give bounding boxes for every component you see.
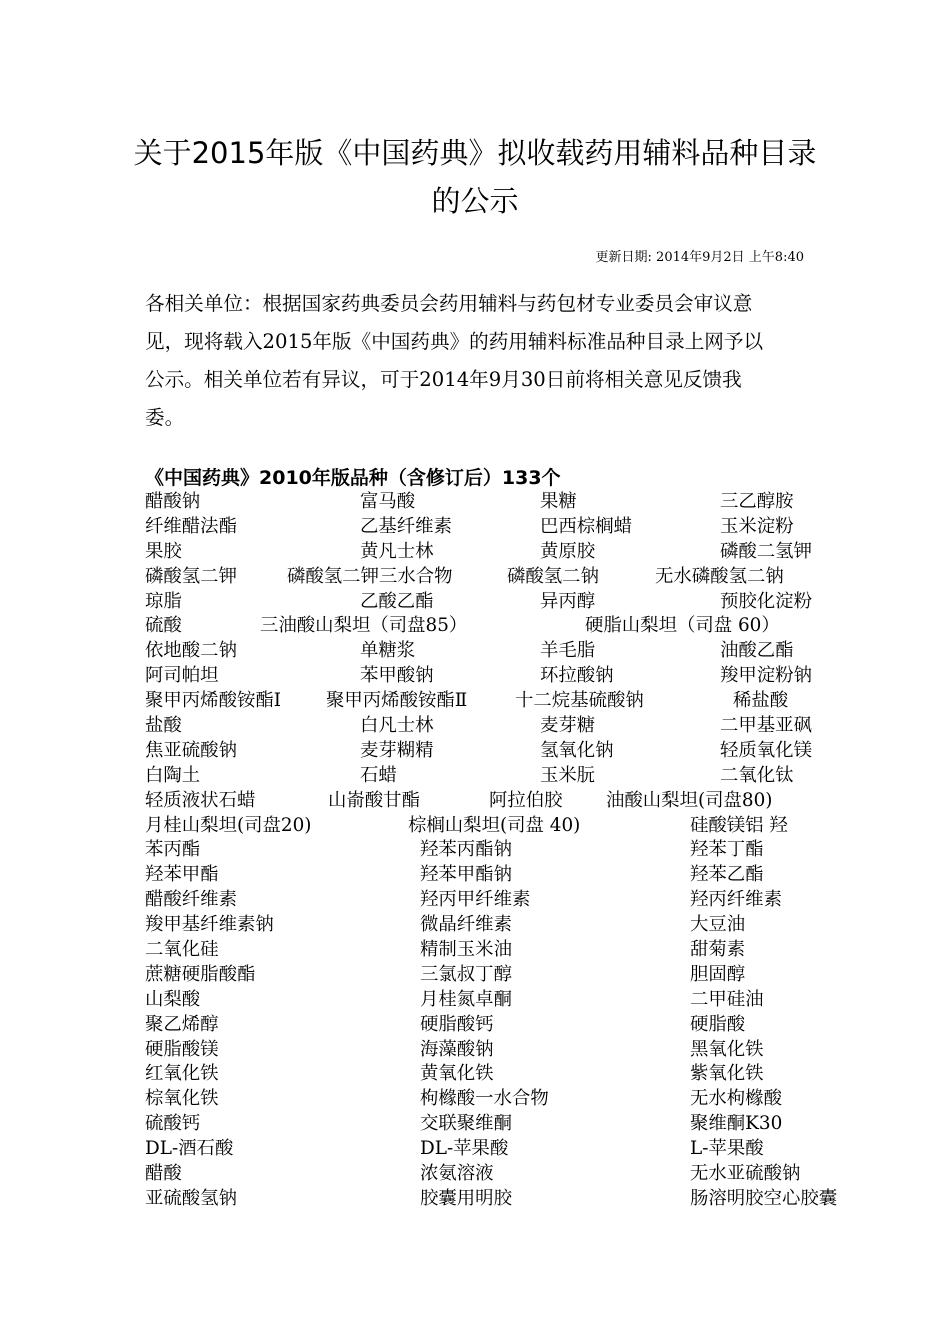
list-row	[0, 1137, 950, 1162]
excipient-name: 环拉酸钠	[540, 665, 614, 687]
list-row	[0, 664, 950, 689]
excipient-name: 月桂山梨坦(司盘20)	[145, 814, 312, 836]
excipient-name: 醋酸	[145, 1163, 182, 1185]
excipient-name: 无水枸橼酸	[690, 1088, 782, 1110]
excipient-name: 异丙醇	[540, 590, 596, 612]
excipient-name: L-苹果酸	[690, 1138, 764, 1160]
excipient-name: 棕氧化铁	[145, 1088, 219, 1110]
list-row	[0, 490, 950, 515]
list-row	[0, 764, 950, 789]
notice-line: 委。	[145, 406, 185, 429]
excipient-name: 硫酸钙	[145, 1113, 201, 1135]
excipient-name: 麦芽糊精	[360, 739, 434, 761]
excipient-name: 磷酸氢二钾三水合物	[287, 565, 453, 587]
notice-paragraph	[145, 285, 807, 437]
notice-line: 各相关单位：根据国家药典委员会药用辅料与药包材专业委员会审议意	[145, 292, 753, 315]
excipient-name: 轻质氧化镁	[720, 739, 812, 761]
excipient-name: 醋酸纤维素	[145, 889, 237, 911]
list-row	[0, 639, 950, 664]
excipient-name: 苯甲酸钠	[360, 665, 434, 687]
excipient-name: 白凡士林	[360, 715, 434, 737]
list-row	[0, 888, 950, 913]
excipient-name: 羊毛脂	[540, 640, 596, 662]
excipient-name: 海藻酸钠	[420, 1038, 494, 1060]
excipient-name: 乙酸乙酯	[360, 590, 434, 612]
excipient-name: 甜菊素	[690, 939, 746, 961]
excipient-name: 精制玉米油	[420, 939, 512, 961]
list-row	[0, 739, 950, 764]
excipient-name: 硬脂酸镁	[145, 1038, 219, 1060]
excipient-name: 阿拉伯胶	[489, 789, 563, 811]
excipient-name: 十二烷基硫酸钠	[515, 690, 644, 712]
excipient-name: 醋酸钠	[145, 491, 201, 512]
excipient-name: 羟苯甲酯钠	[420, 864, 512, 886]
excipient-name: 山梨酸	[145, 988, 201, 1010]
excipient-name: 棕榈山梨坦(司盘 40)	[408, 814, 581, 836]
excipient-name: 磷酸二氢钾	[720, 540, 812, 562]
list-row	[0, 913, 950, 938]
list-row	[0, 590, 950, 615]
list-row	[0, 938, 950, 963]
excipient-name: 月桂氮卓酮	[420, 988, 512, 1010]
list-row	[0, 714, 950, 739]
list-row	[0, 814, 950, 839]
list-row	[0, 1062, 950, 1087]
list-row	[0, 1038, 950, 1063]
excipient-name: 红氧化铁	[145, 1063, 219, 1085]
excipient-name: 羟丙甲纤维素	[420, 889, 531, 911]
excipient-name: 二氧化钛	[720, 764, 794, 786]
list-row	[0, 540, 950, 565]
list-row	[0, 1162, 950, 1187]
list-row	[0, 838, 950, 863]
excipient-name: 浓氨溶液	[420, 1163, 494, 1185]
excipient-name: 交联聚维酮	[420, 1113, 512, 1135]
excipient-name: 羟苯乙酯	[690, 864, 764, 886]
excipient-name: 枸橼酸一水合物	[420, 1088, 549, 1110]
excipient-name: 油酸乙酯	[720, 640, 794, 662]
excipient-name: 无水磷酸氢二钠	[655, 565, 784, 587]
excipient-name: DL-酒石酸	[145, 1138, 234, 1160]
excipient-name: 三氯叔丁醇	[420, 963, 512, 985]
notice-line: 见，现将载入2015年版《中国药典》的药用辅料标准品种目录上网予以	[145, 330, 764, 353]
excipient-name: 羧甲基纤维素钠	[145, 914, 274, 936]
excipient-name: 稀盐酸	[733, 690, 789, 712]
excipient-name: 白陶土	[145, 764, 201, 786]
excipient-name: 黄凡士林	[360, 540, 434, 562]
excipient-name: 单糖浆	[360, 640, 416, 662]
list-row	[0, 515, 950, 540]
excipient-name: 二甲基亚砜	[720, 715, 812, 737]
excipient-name: 硬脂酸钙	[420, 1013, 494, 1035]
excipient-name: 苯丙酯	[145, 839, 201, 861]
excipient-name: 山嵛酸甘酯	[328, 789, 420, 811]
list-row	[0, 1187, 950, 1212]
excipient-name: 预胶化淀粉	[720, 590, 812, 612]
excipient-name: 聚甲丙烯酸铵酯Ⅱ	[326, 690, 468, 712]
list-row	[0, 689, 950, 714]
excipient-name: 乙基纤维素	[360, 515, 452, 537]
excipient-name: 微晶纤维素	[420, 914, 512, 936]
excipient-name: 磷酸氢二钾	[145, 565, 237, 587]
excipient-name: 肠溶明胶空心胶囊	[690, 1187, 838, 1209]
excipient-name: 巴西棕榈蜡	[540, 515, 632, 537]
excipient-name: 紫氧化铁	[690, 1063, 764, 1085]
excipient-name: 玉米朊	[540, 764, 596, 786]
excipient-name: 富马酸	[360, 491, 416, 512]
excipient-name: 羟苯甲酯	[145, 864, 219, 886]
excipient-name: 聚乙烯醇	[145, 1013, 219, 1035]
excipient-name: 轻质液状石蜡	[145, 789, 256, 811]
list-row	[0, 1013, 950, 1038]
excipient-name: 羟苯丁酯	[690, 839, 764, 861]
section-heading: 《中国药典》2010年版品种（含修订后）133个	[145, 467, 561, 489]
update-date: 更新日期: 2014年9月2日 上午8:40	[595, 250, 804, 265]
excipient-name: 蔗糖硬脂酸酯	[145, 963, 256, 985]
excipient-name: 依地酸二钠	[145, 640, 237, 662]
list-row	[0, 1087, 950, 1112]
notice-line: 公示。相关单位若有异议，可于2014年9月30日前将相关意见反馈我	[145, 368, 742, 391]
excipient-name: 三乙醇胺	[720, 491, 794, 512]
excipient-name: 黑氧化铁	[690, 1038, 764, 1060]
excipient-name: 二甲硅油	[690, 988, 764, 1010]
excipient-name: 硅酸镁铝 羟	[690, 814, 788, 836]
excipient-name: 石蜡	[360, 764, 397, 786]
excipient-name: 聚甲丙烯酸铵酯Ⅰ	[145, 690, 281, 712]
excipient-name: 玉米淀粉	[720, 515, 794, 537]
list-row	[0, 789, 950, 814]
excipient-name: 麦芽糖	[540, 715, 596, 737]
excipient-name: 阿司帕坦	[145, 665, 219, 687]
excipient-name: 黄氧化铁	[420, 1063, 494, 1085]
excipient-name: 亚硫酸氢钠	[145, 1187, 237, 1209]
excipient-name: 纤维醋法酯	[145, 515, 237, 537]
excipient-name: 油酸山梨坦(司盘80)	[606, 789, 773, 811]
list-row	[0, 863, 950, 888]
excipient-name: 果糖	[540, 491, 577, 512]
excipient-name: 聚维酮K30	[690, 1113, 783, 1135]
excipient-name: 琼脂	[145, 590, 182, 612]
excipient-name: 盐酸	[145, 715, 182, 737]
excipient-name: 羟苯丙酯钠	[420, 839, 512, 861]
list-row	[0, 963, 950, 988]
excipient-name: 焦亚硫酸钠	[145, 739, 237, 761]
excipient-name: 羧甲淀粉钠	[720, 665, 812, 687]
excipient-name: 二氧化硅	[145, 939, 219, 961]
excipient-name: 硫酸	[145, 615, 182, 637]
list-row	[0, 1112, 950, 1137]
excipient-name: 硬脂酸	[690, 1013, 746, 1035]
document-title-line-2: 的公示	[431, 184, 519, 218]
excipient-name: 硬脂山梨坦（司盘 60）	[585, 615, 780, 637]
excipient-name: 大豆油	[690, 914, 746, 936]
excipient-name: 无水亚硫酸钠	[690, 1163, 801, 1185]
excipient-name: 胶囊用明胶	[420, 1187, 512, 1209]
excipient-name: 氢氧化钠	[540, 739, 614, 761]
list-row	[0, 988, 950, 1013]
list-row	[0, 565, 950, 590]
excipient-name: 羟丙纤维素	[690, 889, 782, 911]
excipient-name: 胆固醇	[690, 963, 746, 985]
excipient-name: 三油酸山梨坦（司盘85）	[260, 615, 468, 637]
list-row	[0, 614, 950, 639]
excipient-list	[0, 490, 950, 1212]
excipient-name: DL-苹果酸	[420, 1138, 509, 1160]
excipient-name: 磷酸氢二钠	[507, 565, 599, 587]
document-title-line-1: 关于2015年版《中国药典》拟收载药用辅料品种目录	[133, 136, 817, 170]
excipient-name: 黄原胶	[540, 540, 596, 562]
excipient-name: 果胶	[145, 540, 182, 562]
